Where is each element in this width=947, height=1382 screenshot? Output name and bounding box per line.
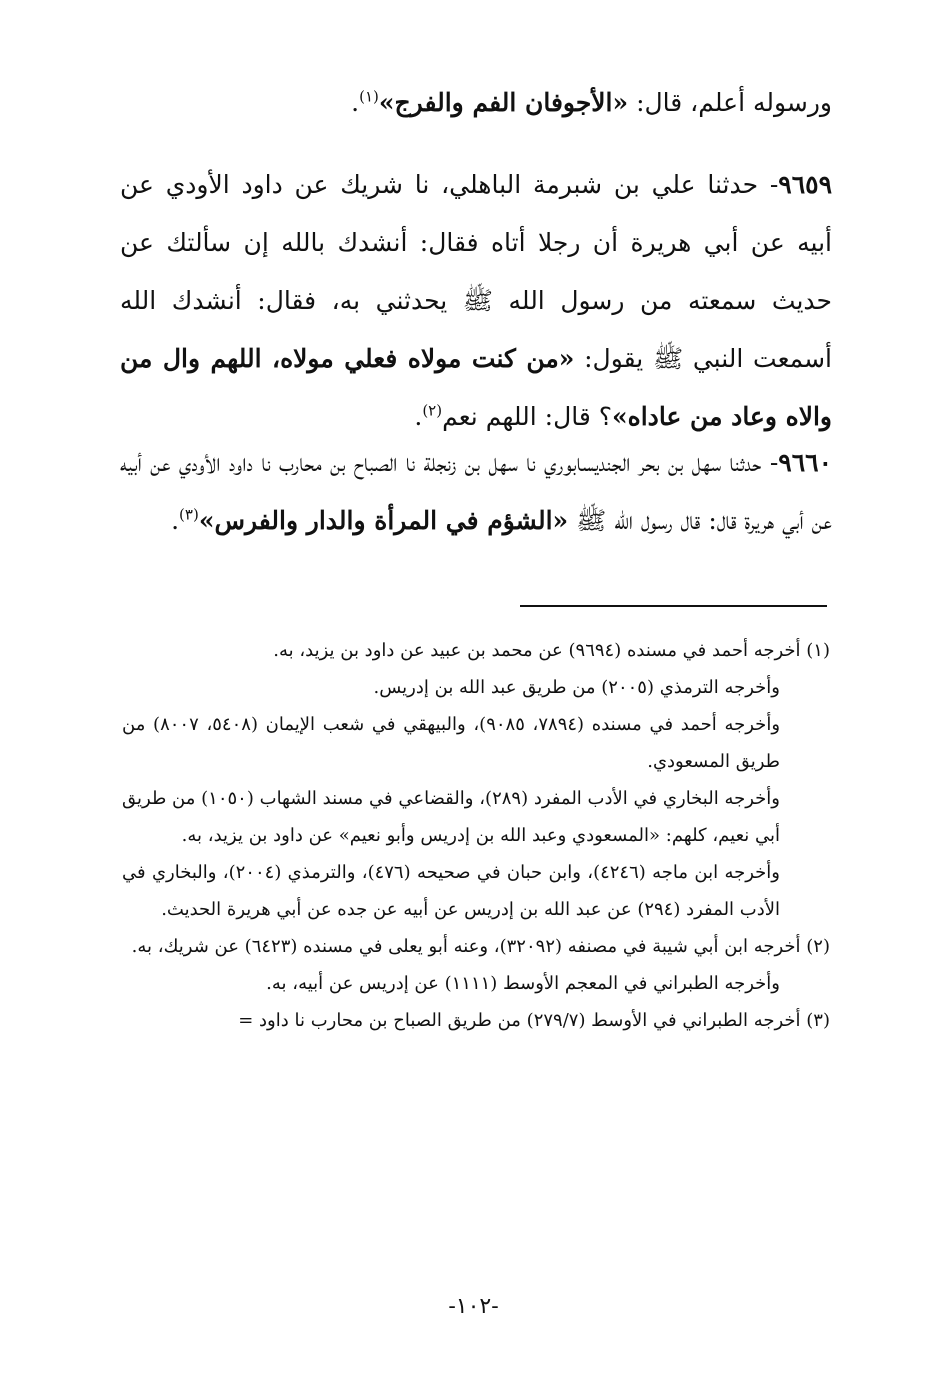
p1-suffix: . xyxy=(351,88,360,117)
p2-text-1: - حدثنا علي بن شبرمة الباهلي، نا شريك عن داود الأودي عن أبيه عن أبي هريرة أن رجلا أتاه فقال: أنشدك بالله إن سألتك عن حديث سمعته من رسول الله ﷺ يحدثني به، فقال: أنشدك الله أسمعت النبي ﷺ يقول: xyxy=(120,170,832,373)
footnote-2-line: وأخرجه الطبراني في المعجم الأوسط (١١١١) عن إدريس عن أبيه، به. xyxy=(266,973,780,994)
footnote-1-line: وأخرجه الترمذي (٢٠٠٥) من طريق عبد الله بن إدريس. xyxy=(373,677,780,698)
footnote-1-line: وأخرجه ابن ماجه (٤٢٤٦)، وابن حبان في صحيحه (٤٧٦)، والترمذي (٢٠٠٤)، والبخاري في الأدب المفرد (٢٩٤) عن عبد الله بن إدريس عن أبيه عن جده عن أبي هريرة الحديث. xyxy=(122,862,780,920)
p1-footnote-ref: (١) xyxy=(359,87,379,106)
footnote-separator xyxy=(520,605,827,607)
p2-footnote-ref: (٢) xyxy=(422,401,443,420)
p3-footnote-ref: (٣) xyxy=(179,505,199,524)
hadith-number-9660: ٩٦٦٠ xyxy=(778,448,832,477)
p3-suffix: . xyxy=(171,506,180,535)
paragraph-1 xyxy=(120,74,832,132)
hadith-number-9659: ٩٦٥٩ xyxy=(778,170,832,199)
footnote-3: (٣) أخرجه الطبراني في الأوسط (٢٧٩/٧) من طريق الصباح بن محارب نا داود = xyxy=(238,1010,830,1031)
p2-hadith-quote: «من كنت مولاه فعلي مولاه، اللهم وال من والاه وعاد من عاداه» xyxy=(120,344,832,431)
page-number: -١٠٢- xyxy=(448,1294,499,1319)
p1-prefix: ورسوله أعلم، قال: xyxy=(628,88,832,117)
footnote-1-line: وأخرجه أحمد في مسنده (٧٨٩٤، ٩٠٨٥)، والبيهقي في شعب الإيمان (٥٤٠٨، ٨٠٠٧) من طريق المسعودي. xyxy=(122,714,781,772)
p1-hadith-quote: «الأجوفان الفم والفرج» xyxy=(378,88,629,117)
footnote-2: (٢) أخرجه ابن أبي شيبة في مصنفه (٣٢٠٩٢)، وعنه أبو يعلى في مسنده (٦٤٢٣) عن شريك، به. xyxy=(131,936,830,957)
p2-text-2: ؟ قال: اللهم نعم xyxy=(442,402,613,431)
p3-text-1: - حدثنا سهل بن بحر الجنديسابوري نا سهل بن زنجلة نا الصباح بن محارب نا داود الأودي عن أبيه عن أبي هريرة قال: قال رسول الله ﷺ xyxy=(120,448,832,535)
footnote-1-line: وأخرجه البخاري في الأدب المفرد (٢٨٩)، والقضاعي في مسند الشهاب (١٠٥٠) من طريق أبي نعيم، كلهم: «المسعودي وعبد الله بن إدريس وأبو نعيم» عن داود بن يزيد، به. xyxy=(122,788,780,846)
paragraph-9659 xyxy=(120,156,832,446)
paragraph-9660 xyxy=(120,434,832,550)
footnote-1: (١) أخرجه أحمد في مسنده (٩٦٩٤) عن محمد بن عبيد عن داود بن يزيد، به. xyxy=(273,640,830,661)
p3-hadith-quote: «الشؤم في المرأة والدار والفرس» xyxy=(198,506,569,535)
p2-suffix: . xyxy=(414,402,423,431)
footnotes xyxy=(122,632,830,1039)
